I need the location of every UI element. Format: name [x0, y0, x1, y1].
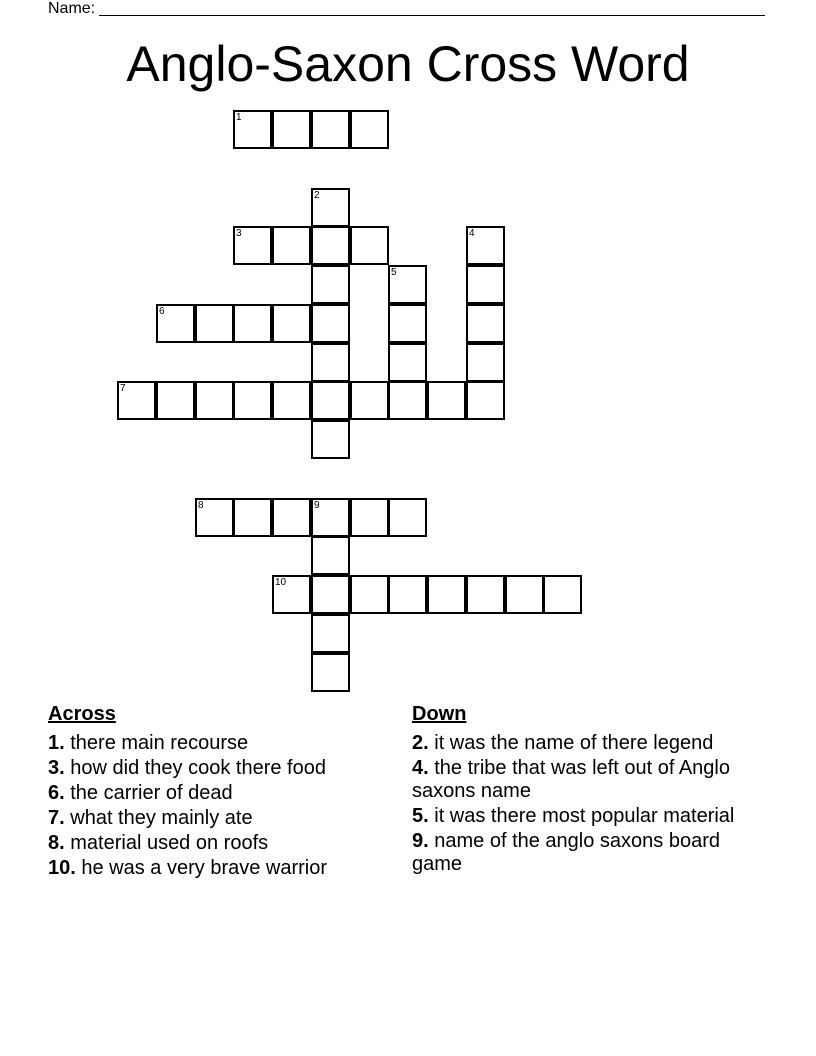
crossword-cell[interactable]	[388, 575, 427, 614]
crossword-cell[interactable]	[311, 575, 350, 614]
crossword-cell[interactable]	[311, 381, 350, 420]
clue-text: it was there most popular material	[434, 805, 735, 827]
crossword-cell[interactable]	[195, 304, 234, 343]
clue-down-item	[412, 732, 757, 755]
crossword-cell[interactable]	[272, 498, 311, 537]
crossword-cell[interactable]	[156, 381, 195, 420]
clue-number: 3.	[48, 757, 65, 779]
cell-number: 7	[120, 383, 126, 394]
across-clues	[48, 702, 393, 882]
crossword-cell[interactable]	[117, 381, 156, 420]
clue-text: it was the name of there legend	[434, 732, 714, 754]
clue-number: 4.	[412, 757, 429, 779]
crossword-cell[interactable]	[156, 304, 195, 343]
crossword-cell[interactable]	[466, 304, 505, 343]
crossword-cell[interactable]	[466, 265, 505, 304]
crossword-cell[interactable]	[466, 381, 505, 420]
clue-across-item	[48, 832, 393, 855]
crossword-cell[interactable]	[311, 653, 350, 692]
crossword-cell[interactable]	[272, 226, 311, 265]
cell-number: 4	[469, 228, 475, 239]
crossword-cell[interactable]	[233, 304, 272, 343]
crossword-cell[interactable]	[272, 304, 311, 343]
cell-number: 5	[391, 267, 397, 278]
clue-text: name of the anglo saxons board game	[412, 830, 721, 875]
crossword-cell[interactable]	[311, 265, 350, 304]
cell-number: 3	[236, 228, 242, 239]
cell-number: 10	[275, 577, 287, 588]
clue-across-item	[48, 732, 393, 755]
crossword-cell[interactable]	[350, 381, 389, 420]
crossword-cell[interactable]	[388, 265, 427, 304]
across-heading: Across	[48, 703, 116, 725]
crossword-cell[interactable]	[350, 575, 389, 614]
crossword-cell[interactable]	[311, 536, 350, 575]
clue-number: 7.	[48, 807, 65, 829]
cell-number: 6	[159, 306, 165, 317]
cell-number: 8	[198, 500, 204, 511]
clue-text: the carrier of dead	[70, 782, 233, 804]
crossword-cell[interactable]	[350, 226, 389, 265]
crossword-cell[interactable]	[543, 575, 582, 614]
clue-number: 6.	[48, 782, 65, 804]
crossword-cell[interactable]	[272, 381, 311, 420]
crossword-cell[interactable]	[311, 188, 350, 227]
across-clue-list	[48, 732, 393, 880]
crossword-cell[interactable]	[272, 575, 311, 614]
down-clue-list	[412, 732, 757, 876]
down-heading: Down	[412, 703, 467, 725]
crossword-cell[interactable]	[233, 498, 272, 537]
clue-across-item	[48, 807, 393, 830]
clue-text: he was a very brave warrior	[81, 857, 328, 879]
crossword-cell[interactable]	[311, 343, 350, 382]
clue-down-item	[412, 830, 757, 876]
crossword-cell[interactable]	[466, 226, 505, 265]
clue-text: what they mainly ate	[70, 807, 253, 829]
crossword-cell[interactable]	[427, 575, 466, 614]
clue-number: 10.	[48, 857, 76, 879]
clue-number: 5.	[412, 805, 429, 827]
crossword-cell[interactable]	[388, 304, 427, 343]
crossword-cell[interactable]	[195, 498, 234, 537]
name-label: Name:	[48, 0, 96, 17]
clue-text: there main recourse	[70, 732, 249, 754]
clue-across-item	[48, 757, 393, 780]
clue-across-item	[48, 782, 393, 805]
clue-across-item	[48, 857, 393, 880]
crossword-cell[interactable]	[466, 343, 505, 382]
clue-text: the tribe that was left out of Anglo saxons name	[412, 757, 730, 802]
crossword-cell[interactable]	[233, 226, 272, 265]
crossword-cell[interactable]	[195, 381, 234, 420]
crossword-cell[interactable]	[311, 110, 350, 149]
crossword-cell[interactable]	[311, 420, 350, 459]
crossword-cell[interactable]	[388, 498, 427, 537]
crossword-cell[interactable]	[311, 498, 350, 537]
crossword-cell[interactable]	[350, 110, 389, 149]
crossword-cell[interactable]	[388, 343, 427, 382]
cell-number: 2	[314, 190, 320, 201]
clue-number: 1.	[48, 732, 65, 754]
crossword-cell[interactable]	[311, 226, 350, 265]
crossword-cell[interactable]	[311, 304, 350, 343]
crossword-cell[interactable]	[311, 614, 350, 653]
clue-down-item	[412, 757, 757, 803]
crossword-cell[interactable]	[466, 575, 505, 614]
clue-text: how did they cook there food	[70, 757, 326, 779]
down-clues	[412, 702, 757, 878]
clue-number: 2.	[412, 732, 429, 754]
crossword-cell[interactable]	[505, 575, 544, 614]
crossword-cell[interactable]	[233, 110, 272, 149]
crossword-cell[interactable]	[233, 381, 272, 420]
page-title: Anglo-Saxon Cross Word	[126, 36, 690, 92]
crossword-cell[interactable]	[388, 381, 427, 420]
crossword-cell[interactable]	[350, 498, 389, 537]
cell-number: 1	[236, 112, 242, 123]
clue-number: 8.	[48, 832, 65, 854]
crossword-cell[interactable]	[427, 381, 466, 420]
clue-number: 9.	[412, 830, 429, 852]
cell-number: 9	[314, 500, 320, 511]
crossword-cell[interactable]	[272, 110, 311, 149]
clue-text: material used on roofs	[70, 832, 269, 854]
clue-down-item	[412, 805, 757, 828]
